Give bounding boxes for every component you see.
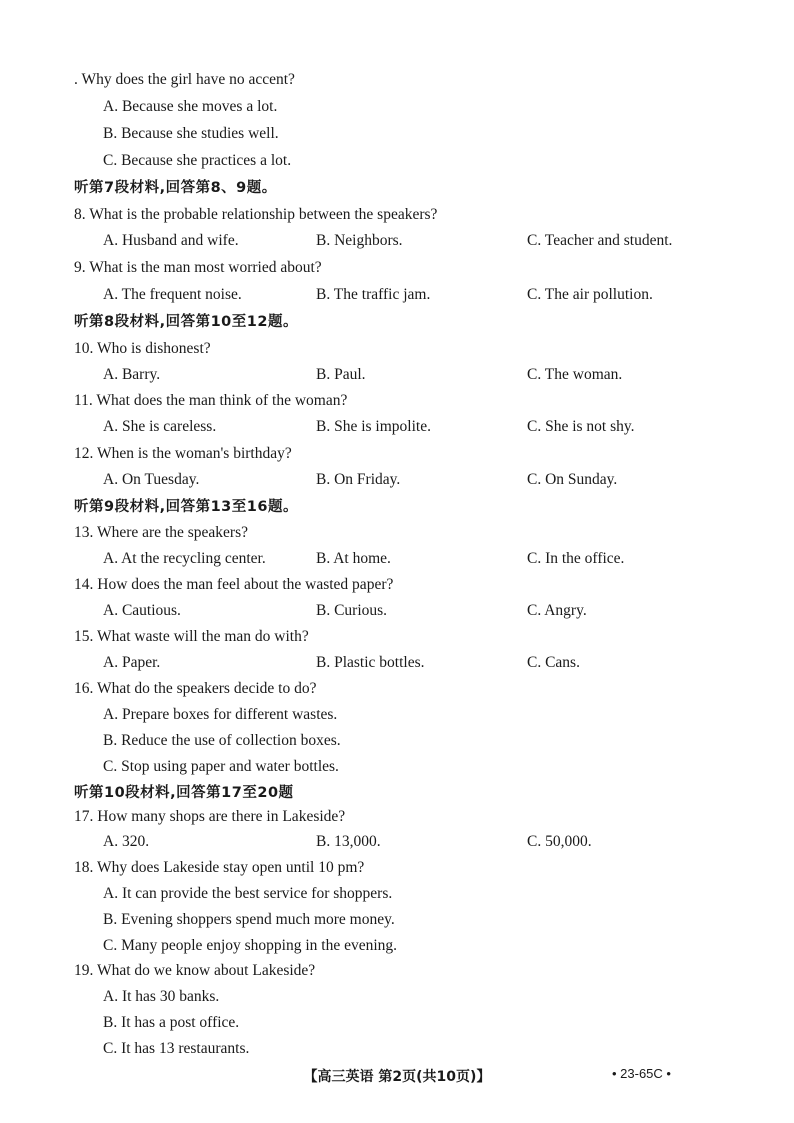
option-row (0, 546, 794, 572)
question-stem: 10. Who is dishonest? (74, 340, 211, 357)
option-row (0, 1036, 794, 1062)
question-13 (0, 520, 794, 546)
question-16 (0, 676, 794, 702)
option-b: B. At home. (316, 550, 391, 567)
question-10 (0, 336, 794, 362)
option-c: C. 50,000. (527, 833, 592, 850)
question-stem: 17. How many shops are there in Lakeside? (74, 808, 346, 825)
option-row (0, 228, 794, 254)
option-c: C. The woman. (527, 366, 623, 383)
option-b: B. Because she studies well. (103, 125, 279, 142)
option-a: A. At the recycling center. (103, 550, 266, 567)
option-c: C. In the office. (527, 550, 625, 567)
option-b: B. Neighbors. (316, 232, 403, 249)
option-a: A. On Tuesday. (103, 471, 200, 488)
question-stem: 18. Why does Lakeside stay open until 10 pm? (74, 859, 365, 876)
option-a: A. It can provide the best service for shoppers. (103, 885, 393, 902)
option-row (0, 650, 794, 676)
option-row (0, 148, 794, 174)
option-b: B. The traffic jam. (316, 286, 431, 303)
question-stem: 19. What do we know about Lakeside? (74, 962, 316, 979)
question-12 (0, 441, 794, 467)
option-row (0, 881, 794, 907)
question-9 (0, 255, 794, 281)
option-a: A. Husband and wife. (103, 232, 239, 249)
option-b: B. Reduce the use of collection boxes. (103, 732, 341, 749)
question-stem: 9. What is the man most worried about? (74, 259, 322, 276)
option-row (0, 984, 794, 1010)
question-stem: 12. When is the woman's birthday? (74, 445, 292, 462)
question-stem: . Why does the girl have no accent? (74, 71, 295, 88)
question-stem: 15. What waste will the man do with? (74, 628, 309, 645)
option-b: B. Plastic bottles. (316, 654, 425, 671)
option-a: A. Paper. (103, 654, 161, 671)
question-15 (0, 624, 794, 650)
question-stem: 13. Where are the speakers? (74, 524, 248, 541)
question-19 (0, 958, 794, 984)
option-row (0, 121, 794, 147)
question-11 (0, 388, 794, 414)
section-heading (0, 780, 794, 806)
option-c: C. Angry. (527, 602, 587, 619)
question-stem: 8. What is the probable relationship between the speakers? (74, 206, 438, 223)
option-b: B. Paul. (316, 366, 366, 383)
section-heading (0, 175, 794, 201)
section-heading (0, 494, 794, 520)
option-c: C. The air pollution. (527, 286, 653, 303)
question-stem: 16. What do the speakers decide to do? (74, 680, 317, 697)
question-17 (0, 804, 794, 830)
option-row (0, 933, 794, 959)
option-a: A. The frequent noise. (103, 286, 242, 303)
question-18 (0, 855, 794, 881)
section-instruction: 听第10段材料,回答第17至20题 (74, 785, 294, 801)
question-stem: 11. What does the man think of the woman? (74, 392, 348, 409)
option-a: A. Because she moves a lot. (103, 98, 278, 115)
option-c: C. It has 13 restaurants. (103, 1040, 250, 1057)
option-c: C. On Sunday. (527, 471, 618, 488)
question-7 (0, 67, 794, 93)
option-a: A. Cautious. (103, 602, 181, 619)
option-row (0, 282, 794, 308)
question-stem: 14. How does the man feel about the wasted paper? (74, 576, 394, 593)
option-row (0, 467, 794, 493)
question-14 (0, 572, 794, 598)
section-heading (0, 309, 794, 335)
section-instruction: 听第8段材料,回答第10至12题。 (74, 314, 298, 330)
section-instruction: 听第7段材料,回答第8、9题。 (74, 180, 277, 196)
option-a: A. Barry. (103, 366, 161, 383)
option-c: C. Stop using paper and water bottles. (103, 758, 339, 775)
option-row (0, 702, 794, 728)
option-row (0, 829, 794, 855)
option-b: B. On Friday. (316, 471, 401, 488)
option-b: B. Evening shoppers spend much more money. (103, 911, 395, 928)
option-row (0, 94, 794, 120)
option-c: C. Because she practices a lot. (103, 152, 292, 169)
option-row (0, 414, 794, 440)
option-c: C. Many people enjoy shopping in the evening. (103, 937, 398, 954)
page-footer-title: 【高三英语 第2页(共10页)】 (303, 1069, 491, 1085)
page-footer-code: • 23-65C • (612, 1066, 671, 1081)
option-row (0, 907, 794, 933)
option-row (0, 1010, 794, 1036)
option-c: C. She is not shy. (527, 418, 635, 435)
option-row (0, 362, 794, 388)
option-a: A. 320. (103, 833, 150, 850)
question-8 (0, 202, 794, 228)
option-b: B. 13,000. (316, 833, 381, 850)
option-b: B. She is impolite. (316, 418, 431, 435)
option-row (0, 598, 794, 624)
option-a: A. She is careless. (103, 418, 217, 435)
option-row (0, 754, 794, 780)
option-c: C. Cans. (527, 654, 580, 671)
option-c: C. Teacher and student. (527, 232, 673, 249)
option-a: A. It has 30 banks. (103, 988, 220, 1005)
option-b: B. It has a post office. (103, 1014, 240, 1031)
option-b: B. Curious. (316, 602, 388, 619)
section-instruction: 听第9段材料,回答第13至16题。 (74, 499, 298, 515)
option-a: A. Prepare boxes for different wastes. (103, 706, 338, 723)
option-row (0, 728, 794, 754)
